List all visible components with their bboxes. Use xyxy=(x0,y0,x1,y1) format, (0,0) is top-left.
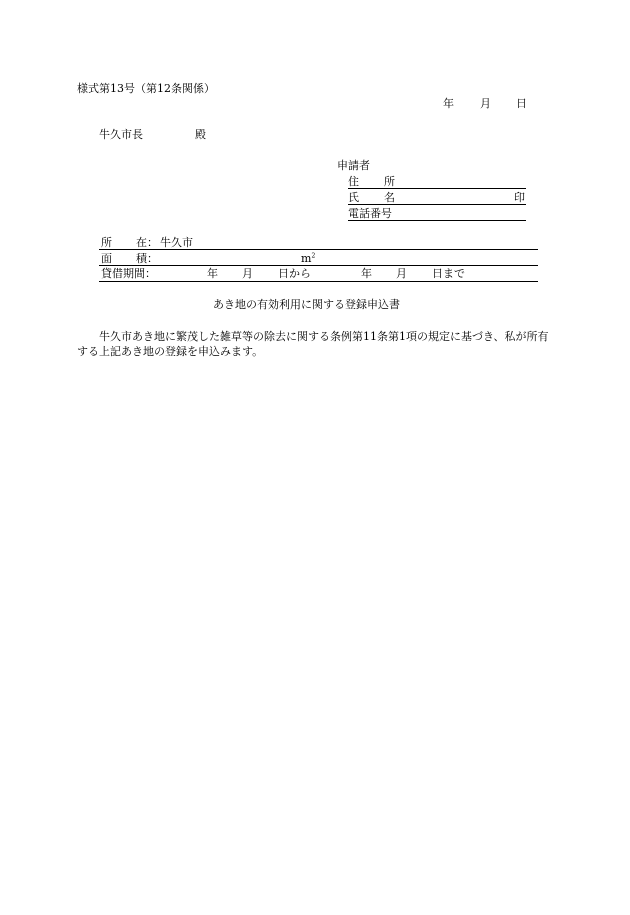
address-underline xyxy=(348,188,526,189)
form-number: 様式第13号（第12条関係） xyxy=(77,82,215,95)
lease-from-day: 日から xyxy=(278,267,311,280)
document-title: あき地の有効利用に関する登録申込書 xyxy=(213,298,400,311)
date-year: 年 xyxy=(443,97,454,110)
lease-to-year: 年 xyxy=(361,267,372,280)
addressee-name: 牛久市長 xyxy=(99,128,143,141)
applicant-heading: 申請者 xyxy=(337,159,370,172)
lease-from-month: 月 xyxy=(242,267,253,280)
phone-label: 電話番号 xyxy=(348,207,392,220)
addressee-honorific: 殿 xyxy=(195,128,206,141)
lease-from-year: 年 xyxy=(207,267,218,280)
lease-label: 貸借期間： xyxy=(101,267,156,280)
name-underline xyxy=(348,204,526,205)
application-statement: 牛久市あき地に繁茂した雑草等の除去に関する条例第11条第1項の規定に基づき、私が所有する上記あき地の登録を申込みます。 xyxy=(77,330,549,358)
area-underline xyxy=(99,265,538,266)
lease-to-month: 月 xyxy=(396,267,407,280)
seal-mark: 印 xyxy=(514,191,525,204)
address-label-part2: 所 xyxy=(384,175,395,188)
area-label-part2: 積： xyxy=(136,252,158,265)
area-unit: $m^2$ xyxy=(301,252,316,265)
name-label-part2: 名 xyxy=(384,191,395,204)
address-label-part1: 住 xyxy=(348,175,359,188)
location-label-part2: 在： xyxy=(136,236,158,249)
lease-to-day: 日まで xyxy=(432,267,465,280)
area-label-part1: 面 xyxy=(101,252,112,265)
location-label-part1: 所 xyxy=(101,236,112,249)
lease-underline xyxy=(99,281,538,282)
date-day: 日 xyxy=(516,97,527,110)
name-label-part1: 氏 xyxy=(348,191,359,204)
phone-underline xyxy=(348,220,526,221)
date-month: 月 xyxy=(480,97,491,110)
location-underline xyxy=(99,249,538,250)
location-value: 牛久市 xyxy=(160,236,193,249)
